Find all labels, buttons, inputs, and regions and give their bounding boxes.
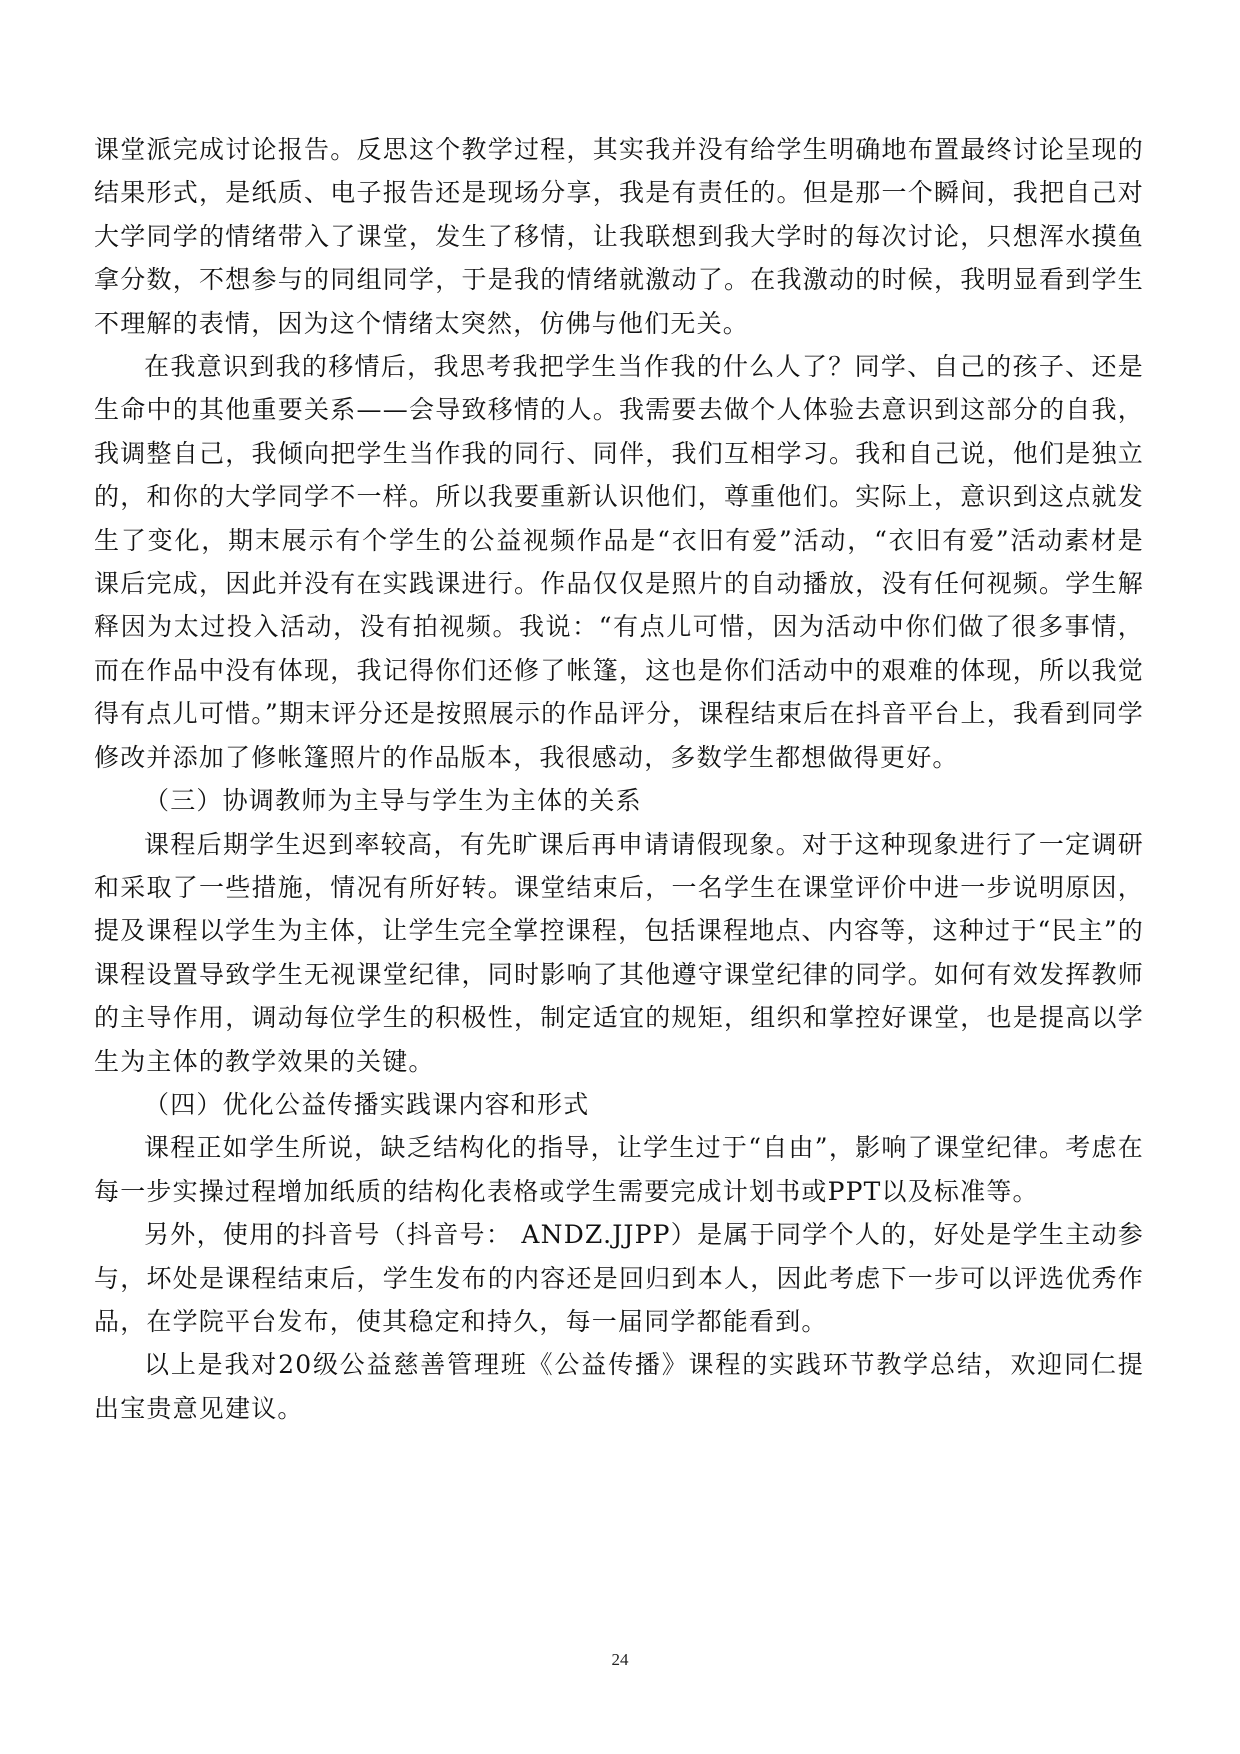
paragraph-structured-guidance: 课程正如学生所说，缺乏结构化的指导，让学生过于“自由”，影响了课堂纪律。考虑在每一步实操过程增加纸质的结构化表格或学生需要完成计划书或PPT以及标准等。	[94, 1133, 1144, 1206]
section-heading-4: （四）优化公益传播实践课内容和形式	[144, 1089, 590, 1119]
paragraph-douyin-account: 另外，使用的抖音号（抖音号： ANDZ.JJPP）是属于同学个人的，好处是学生主动参与，坏处是课程结束后，学生发布的内容还是回归到本人，因此考虑下一步可以评选优秀作品，在学院平台发布，使其稳定和持久，每一届同学都能看到。	[94, 1220, 1144, 1336]
paragraph-conclusion: 以上是我对20级公益慈善管理班《公益传播》课程的实践环节教学总结，欢迎同仁提出宝贵意见建议。	[94, 1350, 1144, 1423]
paragraph-transference: 在我意识到我的移情后，我思考我把学生当作我的什么人了？同学、自己的孩子、还是生命中的其他重要关系——会导致移情的人。我需要去做个人体验去意识到这部分的自我，我调整自己，我倾向把学生当作我的同行、同伴，我们互相学习。我和自己说，他们是独立的，和你的大学同学不一样。所以我要重新认识他们，尊重他们。实际上，意识到这点就发生了变化，期末展示有个学生的公益视频作品是“衣旧有爱”活动，“衣旧有爱”活动素材是课后完成，因此并没有在实践课进行。作品仅仅是照片的自动播放，没有任何视频。学生解释因为太过投入活动，没有拍视频。我说：“有点儿可惜，因为活动中你们做了很多事情，而在作品中没有体现，我记得你们还修了帐篷，这也是你们活动中的艰难的体现，所以我觉得有点儿可惜。”期末评分还是按照展示的作品评分，课程结束后在抖音平台上，我看到同学修改并添加了修帐篷照片的作品版本，我很感动，多数学生都想做得更好。	[94, 352, 1144, 772]
section-heading-3: （三）协调教师为主导与学生为主体的关系	[144, 786, 642, 816]
paragraph-continued-report: 课堂派完成讨论报告。反思这个教学过程，其实我并没有给学生明确地布置最终讨论呈现的结果形式，是纸质、电子报告还是现场分享，我是有责任的。但是那一个瞬间，我把自己对大学同学的情绪带入了课堂，发生了移情，让我联想到我大学时的每次讨论，只想浑水摸鱼拿分数，不想参与的同组同学，于是我的情绪就激动了。在我激动的时候，我明显看到学生不理解的表情，因为这个情绪太突然，仿佛与他们无关。	[94, 135, 1144, 338]
page-body	[94, 128, 1144, 1430]
paragraph-teacher-student-relation: 课程后期学生迟到率较高，有先旷课后再申请请假现象。对于这种现象进行了一定调研和采取了一些措施，情况有所好转。课堂结束后，一名学生在课堂评价中进一步说明原因，提及课程以学生为主体，让学生完全掌控课程，包括课程地点、内容等，这种过于“民主”的课程设置导致学生无视课堂纪律，同时影响了其他遵守课堂纪律的同学。如何有效发挥教师的主导作用，调动每位学生的积极性，制定适宜的规矩，组织和掌控好课堂，也是提高以学生为主体的教学效果的关键。	[94, 829, 1144, 1076]
page-number: 24	[611, 1650, 629, 1669]
